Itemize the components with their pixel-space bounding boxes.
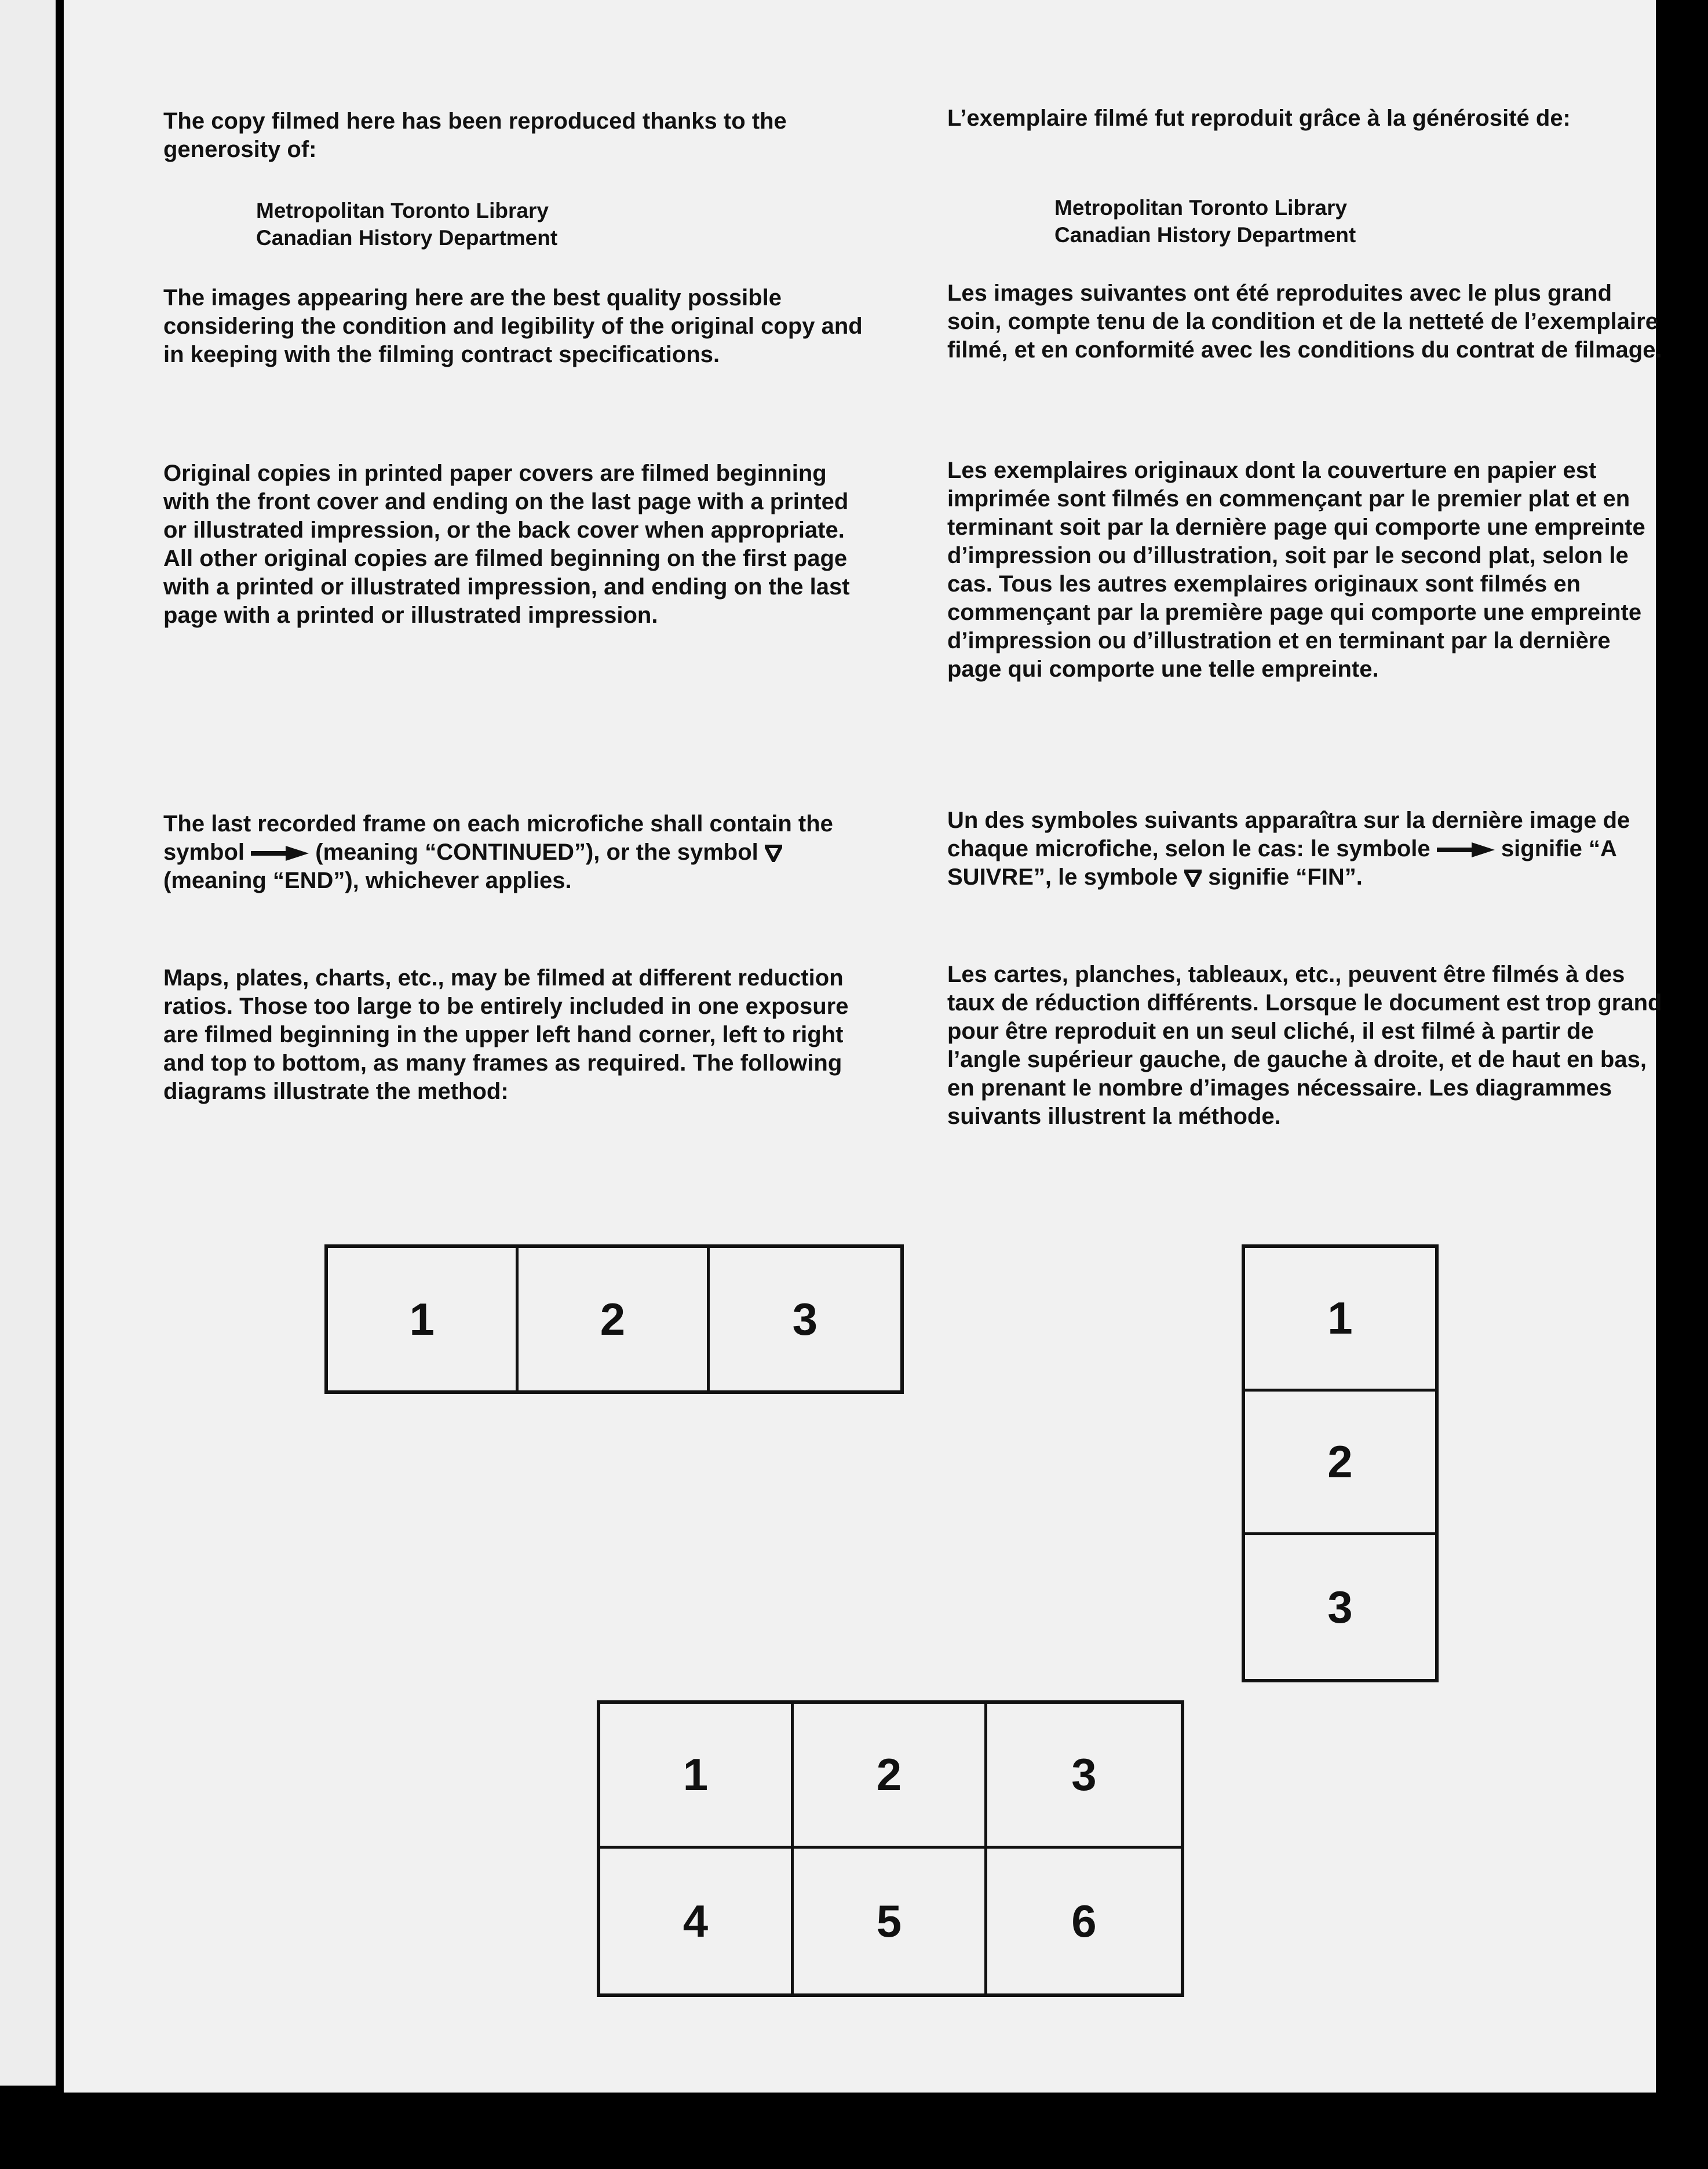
french-library-credit <box>1054 194 1356 249</box>
french-quality-paragraph: Les images suivantes ont été reproduites avec le plus grand soin, compte tenu de la condition et de la netteté de l’exemplaire filmé, et en conformité avec les conditions du contrat de filmage. <box>947 280 1662 363</box>
adjacent-page-edge <box>0 0 56 2086</box>
english-intro: The copy filmed here has been reproduced thanks to the generosity of: <box>163 108 787 162</box>
diagram-cell: 3 <box>987 1704 1181 1849</box>
french-originals-paragraph: Les exemplaires originaux dont la couverture en papier est imprimée sont filmés en commençant par le premier plat et en terminant soit par la dernière page qui comporte une empreinte d’impression ou d’illustration, soit par le second plat, selon le cas. Tous les autres exemplaires originaux sont filmés en commençant par la première page qui comporte une empreinte d’impression ou d’illustration et en terminant par la dernière page qui comporte une telle empreinte. <box>947 458 1645 682</box>
english-symbols-text-b: (meaning “CONTINUED”), or the symbol <box>315 839 758 865</box>
diagram-vertical <box>1242 1244 1439 1682</box>
diagram-cell: 1 <box>600 1704 794 1849</box>
french-library-name: Metropolitan Toronto Library <box>1054 196 1347 220</box>
diagram-cell: 1 <box>1245 1248 1435 1392</box>
diagram-cell: 2 <box>1245 1392 1435 1535</box>
english-maps-paragraph: Maps, plates, charts, etc., may be filmed at different reduction ratios. Those too large to be entirely included in one exposure are filmed beginning in the upper left hand corner, left to right and top to bottom, as many frames as required. The following diagrams illustrate the method: <box>163 965 849 1104</box>
diagram-cell: 1 <box>328 1248 519 1390</box>
english-originals-paragraph: Original copies in printed paper covers are filmed beginning with the front cover and ending on the last page with a printed or illustrated impression, or the back cover when appropriate. All other original copies are filmed beginning on the first page with a printed or illustrated impression, and ending on the last page with a printed or illustrated impression. <box>163 461 850 628</box>
diagram-cell: 2 <box>794 1704 987 1849</box>
french-symbols-text-a: Un des symboles suivants apparaîtra sur la dernière image de chaque microfiche, selon le cas: le symbole <box>947 808 1630 861</box>
english-symbols-text-a: The last recorded frame on each microfiche shall contain the symbol <box>163 811 833 865</box>
diagram-horizontal <box>324 1244 904 1394</box>
arrow-right-icon <box>1437 842 1495 857</box>
french-symbols-paragraph <box>947 806 1666 892</box>
english-department-name: Canadian History Department <box>256 226 558 250</box>
english-library-name: Metropolitan Toronto Library <box>256 199 549 222</box>
diagram-cell: 6 <box>1071 1895 1097 1947</box>
diagram-cell: 4 <box>600 1849 794 1993</box>
diagram-cell: 3 <box>792 1293 818 1345</box>
triangle-down-icon <box>1184 870 1202 887</box>
french-symbols-text-c: signifie “FIN”. <box>1208 864 1363 890</box>
diagram-grid <box>597 1700 1184 1997</box>
diagram-cell: 2 <box>519 1248 709 1390</box>
diagram-cell: 5 <box>794 1849 987 1993</box>
triangle-down-icon <box>765 845 782 862</box>
english-quality-paragraph: The images appearing here are the best quality possible considering the condition and legibility of the original copy and in keeping with the filming contract specifications. <box>163 285 863 367</box>
arrow-right-icon <box>251 846 309 861</box>
french-department-name: Canadian History Department <box>1054 223 1356 247</box>
english-library-credit <box>256 197 557 251</box>
english-symbols-text-c: (meaning “END”), whichever applies. <box>163 868 572 893</box>
french-symbols-text-b: signifie “A SUIVRE”, le symbole <box>947 836 1616 890</box>
diagram-cell: 3 <box>1327 1581 1353 1633</box>
microfiche-target-page <box>64 0 1662 2093</box>
french-maps-paragraph: Les cartes, planches, tableaux, etc., peuvent être filmés à des taux de réduction différents. Lorsque le document est trop grand pour être reproduit en un seul cliché, il est filmé à partir de l’angle supérieur gauche, de gauche à droite, et de haut en bas, en prenant le nombre d’images nécessaire. Les diagrammes suivants illustrent la méthode. <box>947 962 1662 1129</box>
french-intro: L’exemplaire filmé fut reproduit grâce à la générosité de: <box>947 105 1571 131</box>
english-symbols-paragraph <box>163 810 876 895</box>
